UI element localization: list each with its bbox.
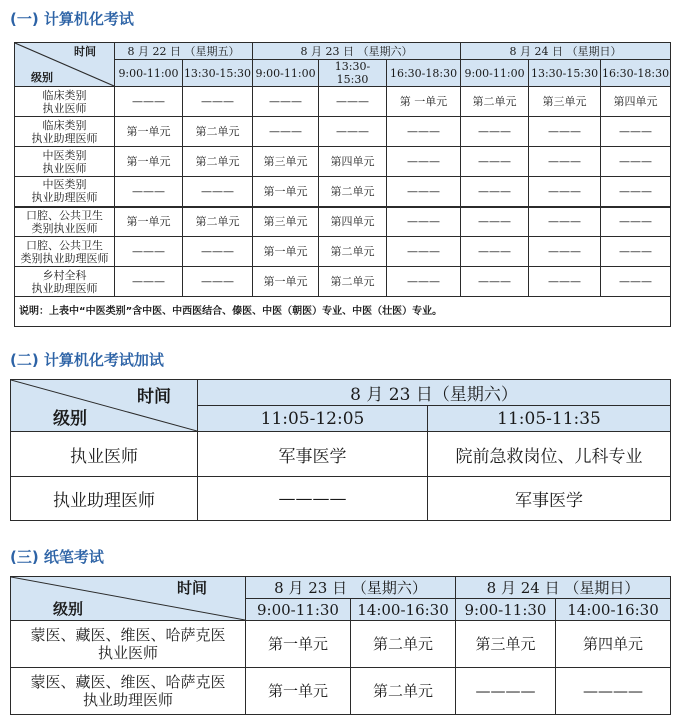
table-cell: ———: [529, 147, 601, 177]
table-cell: ———: [601, 237, 671, 267]
row-label-line: 执业助理医师: [31, 191, 98, 205]
table-cell: ———: [601, 147, 671, 177]
section3-title: (三) 纸笔考试: [10, 548, 104, 566]
table-cell: ————: [556, 668, 671, 715]
table-cell: 第一单元: [115, 147, 183, 177]
row-label: [15, 207, 115, 237]
row-label-line: 口腔、公共卫生: [26, 238, 103, 252]
table-cell: ———: [387, 177, 461, 207]
row-label-line: 乡村全科: [42, 268, 87, 282]
table-row: [15, 87, 671, 117]
row-label: [11, 621, 246, 668]
table-row: [15, 117, 671, 147]
table-cell: 第二单元: [183, 117, 253, 147]
corner-time-label: 时间: [176, 579, 207, 597]
row-label-line: 类别执业医师: [31, 221, 98, 235]
table-cell: 院前急救岗位、儿科专业: [428, 432, 671, 477]
table-cell: 第二单元: [351, 621, 456, 668]
row-label: [15, 267, 115, 297]
corner-level-label: 级别: [31, 71, 53, 84]
table-cell: 军事医学: [428, 477, 671, 521]
corner-time-label: 时间: [74, 45, 96, 58]
table-cell: 第一单元: [253, 237, 319, 267]
row-label: 执业医师: [11, 432, 198, 477]
slot-header: 9:00-11:00: [461, 60, 529, 87]
table-cell: ———: [253, 87, 319, 117]
row-label-line: 执业助理医师: [31, 281, 98, 295]
table-cell: 第二单元: [183, 147, 253, 177]
table-cell: 第四单元: [319, 207, 387, 237]
table-cell: ———: [461, 267, 529, 297]
table-cell: ———: [253, 117, 319, 147]
table-row: [15, 267, 671, 297]
table-cell: 第 一单元: [387, 87, 461, 117]
table-cell: ———: [529, 207, 601, 237]
table-cell: ———: [183, 237, 253, 267]
row-label-line: 中医类别: [42, 148, 87, 162]
table-cell: 第一单元: [246, 621, 351, 668]
table-cell: ———: [183, 177, 253, 207]
row-label-line: 口腔、公共卫生: [26, 208, 103, 222]
table-cell: ———: [461, 207, 529, 237]
table-cell: 第二单元: [183, 207, 253, 237]
table-cell: ———: [115, 177, 183, 207]
computer-exam-table: [14, 42, 671, 327]
section2-title: (二) 计算机化考试加试: [10, 351, 164, 369]
row-label-line: 执业医师: [97, 644, 158, 662]
table-cell: ———: [387, 147, 461, 177]
day-header: 8 月 23 日（星期六）: [198, 380, 671, 406]
table-cell: 军事医学: [198, 432, 428, 477]
table-cell: 第一单元: [115, 117, 183, 147]
table-cell: ———: [319, 87, 387, 117]
table-cell: 第一单元: [253, 177, 319, 207]
day-header: 8 月 24 日 （星期日）: [456, 577, 671, 599]
table-cell: ————: [198, 477, 428, 521]
table-cell: ———: [461, 147, 529, 177]
table-cell: 第二单元: [319, 237, 387, 267]
table-cell: ————: [456, 668, 556, 715]
additional-exam-table: [10, 379, 671, 521]
row-label: [15, 177, 115, 207]
table-cell: ———: [115, 237, 183, 267]
row-label-line: 执业助理医师: [31, 131, 98, 145]
day-header: 8 月 22 日 （星期五）: [115, 43, 253, 60]
table-cell: ———: [387, 207, 461, 237]
corner-level-label: 级别: [53, 600, 84, 618]
row-label-line: 蒙医、藏医、维医、哈萨克医: [30, 673, 226, 691]
slot-header: 11:05-12:05: [198, 406, 428, 432]
table-cell: 第二单元: [319, 177, 387, 207]
table-row: [15, 237, 671, 267]
table-cell: 第二单元: [461, 87, 529, 117]
table-cell: ———: [601, 207, 671, 237]
row-label: [11, 668, 246, 715]
table-cell: ———: [387, 237, 461, 267]
table-cell: 第二单元: [351, 668, 456, 715]
table1-corner-header: [15, 43, 115, 87]
table-cell: ———: [529, 177, 601, 207]
table-cell: 第一单元: [246, 668, 351, 715]
table-cell: 第四单元: [556, 621, 671, 668]
table-cell: 第四单元: [319, 147, 387, 177]
slot-header: 14:00-16:30: [351, 599, 456, 621]
table-cell: ———: [601, 177, 671, 207]
table-row: [15, 147, 671, 177]
row-label: [15, 237, 115, 267]
table3-corner-header: [11, 577, 246, 621]
table-cell: ———: [461, 237, 529, 267]
table-cell: ———: [183, 267, 253, 297]
table-note: 说明：上表中“中医类别”含中医、中西医结合、傣医、中医（朝医）专业、中医（壮医）专业。: [15, 297, 671, 327]
row-label-line: 中医类别: [42, 178, 87, 192]
table-cell: ———: [387, 117, 461, 147]
slot-header: 11:05-11:35: [428, 406, 671, 432]
table-row: [15, 207, 671, 237]
row-label: [15, 87, 115, 117]
slot-header: 9:00-11:00: [115, 60, 183, 87]
table-cell: 第三单元: [253, 207, 319, 237]
table2-corner-header: [11, 380, 198, 432]
table-cell: ———: [529, 267, 601, 297]
table-cell: ———: [601, 117, 671, 147]
corner-time-label: 时间: [137, 387, 171, 407]
day-header: 8 月 24 日 （星期日）: [461, 43, 671, 60]
day-header: 8 月 23 日 （星期六）: [253, 43, 461, 60]
table-cell: 第三单元: [529, 87, 601, 117]
table-cell: 第四单元: [601, 87, 671, 117]
slot-header: 16:30-18:30: [601, 60, 671, 87]
table-cell: ———: [115, 87, 183, 117]
table-cell: 第二单元: [319, 267, 387, 297]
table-cell: ———: [387, 267, 461, 297]
table-cell: 第一单元: [253, 267, 319, 297]
slot-header: 14:00-16:30: [556, 599, 671, 621]
table-cell: ———: [461, 177, 529, 207]
table-cell: ———: [529, 117, 601, 147]
table-row: [15, 177, 671, 207]
row-label-line: 临床类别: [42, 118, 87, 132]
slot-header: 9:00-11:30: [456, 599, 556, 621]
table-cell: ———: [529, 237, 601, 267]
table-cell: ———: [461, 117, 529, 147]
slot-header: 9:00-11:00: [253, 60, 319, 87]
row-label: [15, 147, 115, 177]
table-cell: ———: [319, 117, 387, 147]
row-label-line: 执业助理医师: [82, 691, 173, 709]
row-label-line: 类别执业助理医师: [20, 251, 109, 265]
table-cell: ———: [115, 267, 183, 297]
slot-header: 13:30-15:30: [183, 60, 253, 87]
corner-level-label: 级别: [53, 409, 87, 429]
row-label-line: 执业医师: [42, 101, 87, 115]
slot-header: 9:00-11:30: [246, 599, 351, 621]
row-label: [15, 117, 115, 147]
row-label-line: 执业医师: [42, 161, 87, 175]
day-header: 8 月 23 日 （星期六）: [246, 577, 456, 599]
slot-header: 13:30-15:30: [319, 60, 387, 87]
slot-header: 16:30-18:30: [387, 60, 461, 87]
row-label-line: 临床类别: [42, 88, 87, 102]
table-cell: ———: [601, 267, 671, 297]
section1-title: (一) 计算机化考试: [10, 10, 134, 28]
table-cell: 第一单元: [115, 207, 183, 237]
row-label-line: 蒙医、藏医、维医、哈萨克医: [30, 626, 226, 644]
paper-exam-table: [10, 576, 671, 715]
table-cell: 第三单元: [253, 147, 319, 177]
slot-header: 13:30-15:30: [529, 60, 601, 87]
table-cell: ———: [183, 87, 253, 117]
row-label: 执业助理医师: [11, 477, 198, 521]
table-cell: 第三单元: [456, 621, 556, 668]
